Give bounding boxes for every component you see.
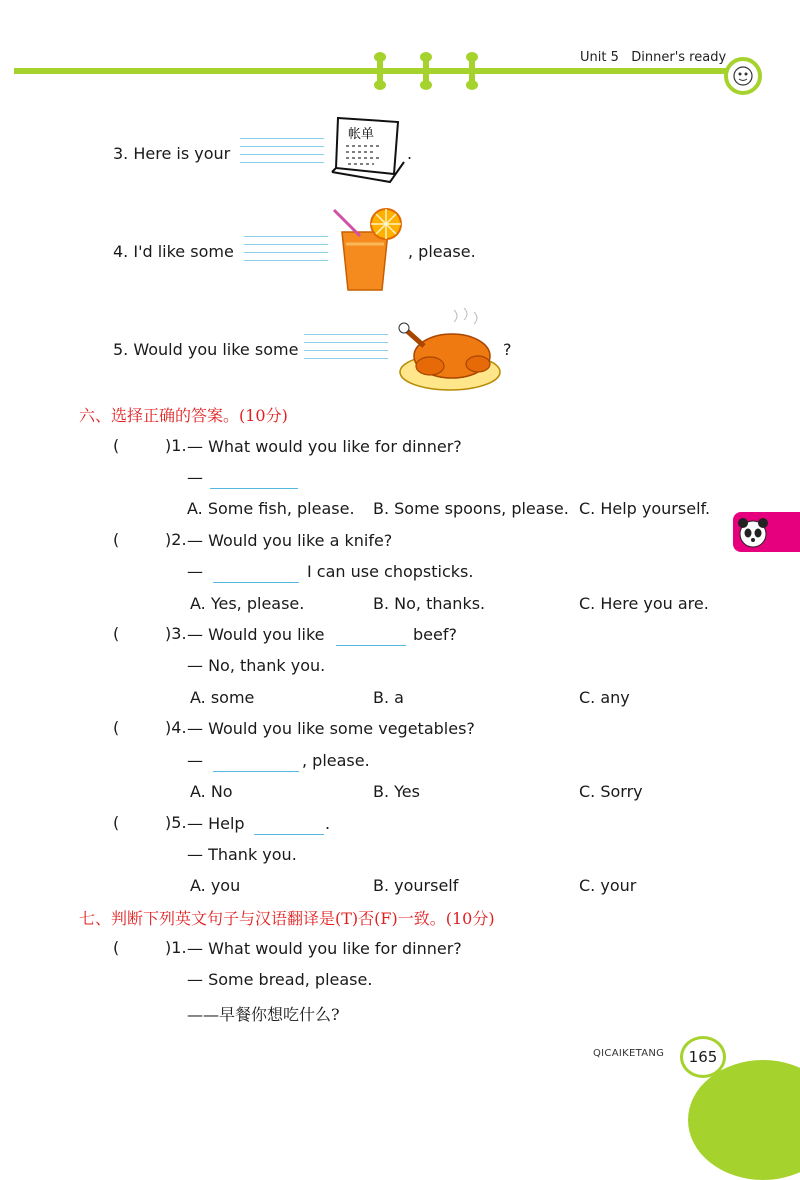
answer-slot-6-5[interactable]: ( )5. bbox=[113, 813, 187, 832]
option-a-6-4: A. No bbox=[190, 782, 233, 801]
option-a-6-1: A. Some fish, please. bbox=[187, 499, 355, 518]
footer-brand: QICAIKETANG bbox=[593, 1048, 665, 1059]
question-6-4: — Would you like some vegetables? bbox=[187, 719, 475, 738]
option-a-6-2: A. Yes, please. bbox=[190, 594, 305, 613]
section-7-heading: 七、判断下列英文句子与汉语翻译是(T)否(F)一致。(10分) bbox=[79, 909, 495, 928]
answer-text-6-4: , please. bbox=[302, 751, 370, 770]
question-5-trailing: ? bbox=[503, 340, 512, 359]
answer-slot-6-1[interactable]: ( )1. bbox=[113, 436, 187, 455]
question-6-3-start: — Would you like bbox=[187, 625, 325, 644]
question-6-5-start: — Help bbox=[187, 814, 245, 833]
question-7-1: — What would you like for dinner? bbox=[187, 939, 462, 958]
option-c-6-2: C. Here you are. bbox=[579, 594, 709, 613]
side-tab bbox=[733, 512, 800, 552]
answer-slot-7-1[interactable]: ( )1. bbox=[113, 938, 187, 957]
answer-6-5: — Thank you. bbox=[187, 845, 297, 864]
bill-icon bbox=[328, 112, 408, 196]
bill-label: 帐单 bbox=[348, 127, 375, 142]
answer-blank-6-3[interactable] bbox=[336, 627, 406, 646]
answer-blank-6-4[interactable] bbox=[213, 753, 299, 772]
answer-6-3: — No, thank you. bbox=[187, 656, 326, 675]
question-3-trailing: . bbox=[407, 144, 413, 163]
answer-dash-6-2: — bbox=[187, 562, 203, 581]
panda-icon bbox=[733, 512, 773, 552]
answer-blank-6-5[interactable] bbox=[254, 816, 324, 835]
question-3-text: 3. Here is your bbox=[113, 144, 231, 163]
option-b-6-5: B. yourself bbox=[373, 876, 459, 895]
answer-dash-6-1: — bbox=[187, 468, 203, 487]
footer-decoration bbox=[688, 1060, 800, 1180]
option-b-6-3: B. a bbox=[373, 688, 404, 707]
answer-blank-6-1[interactable] bbox=[210, 470, 298, 489]
option-a-6-3: A. some bbox=[190, 688, 255, 707]
question-4-trailing: , please. bbox=[408, 242, 476, 261]
answer-blank-3[interactable] bbox=[240, 138, 324, 170]
question-5-text: 5. Would you like some bbox=[113, 340, 299, 359]
question-6-2: — Would you like a knife? bbox=[187, 531, 393, 550]
answer-slot-6-3[interactable]: ( )3. bbox=[113, 624, 187, 643]
translation-7-1: ——早餐你想吃什么? bbox=[187, 1005, 340, 1024]
binder-peg bbox=[423, 54, 429, 88]
answer-slot-6-4[interactable]: ( )4. bbox=[113, 718, 187, 737]
answer-blank-6-2[interactable] bbox=[213, 564, 299, 583]
binder-peg bbox=[469, 54, 475, 88]
header-bar bbox=[14, 68, 732, 74]
option-b-6-2: B. No, thanks. bbox=[373, 594, 486, 613]
page-number: 165 bbox=[680, 1036, 726, 1078]
option-c-6-5: C. your bbox=[579, 876, 637, 895]
juice-icon bbox=[330, 206, 410, 296]
option-b-6-4: B. Yes bbox=[373, 782, 420, 801]
answer-7-1: — Some bread, please. bbox=[187, 970, 373, 989]
option-c-6-3: C. any bbox=[579, 688, 630, 707]
option-a-6-5: A. you bbox=[190, 876, 241, 895]
roast-chicken-icon bbox=[394, 306, 504, 396]
section-6-heading: 六、选择正确的答案。(10分) bbox=[79, 406, 288, 425]
question-4-text: 4. I'd like some bbox=[113, 242, 234, 261]
question-6-5-end: . bbox=[325, 814, 331, 833]
answer-text-6-2: I can use chopsticks. bbox=[307, 562, 474, 581]
question-6-1: — What would you like for dinner? bbox=[187, 437, 462, 456]
answer-blank-4[interactable] bbox=[244, 236, 328, 268]
option-b-6-1: B. Some spoons, please. bbox=[373, 499, 569, 518]
option-c-6-1: C. Help yourself. bbox=[579, 499, 711, 518]
answer-blank-5[interactable] bbox=[304, 334, 388, 366]
unit-title: Unit 5 Dinner's ready bbox=[580, 50, 727, 65]
answer-slot-6-2[interactable]: ( )2. bbox=[113, 530, 187, 549]
mascot-badge-icon bbox=[724, 57, 762, 95]
answer-dash-6-4: — bbox=[187, 751, 203, 770]
question-6-3-end: beef? bbox=[413, 625, 457, 644]
option-c-6-4: C. Sorry bbox=[579, 782, 643, 801]
binder-peg bbox=[377, 54, 383, 88]
